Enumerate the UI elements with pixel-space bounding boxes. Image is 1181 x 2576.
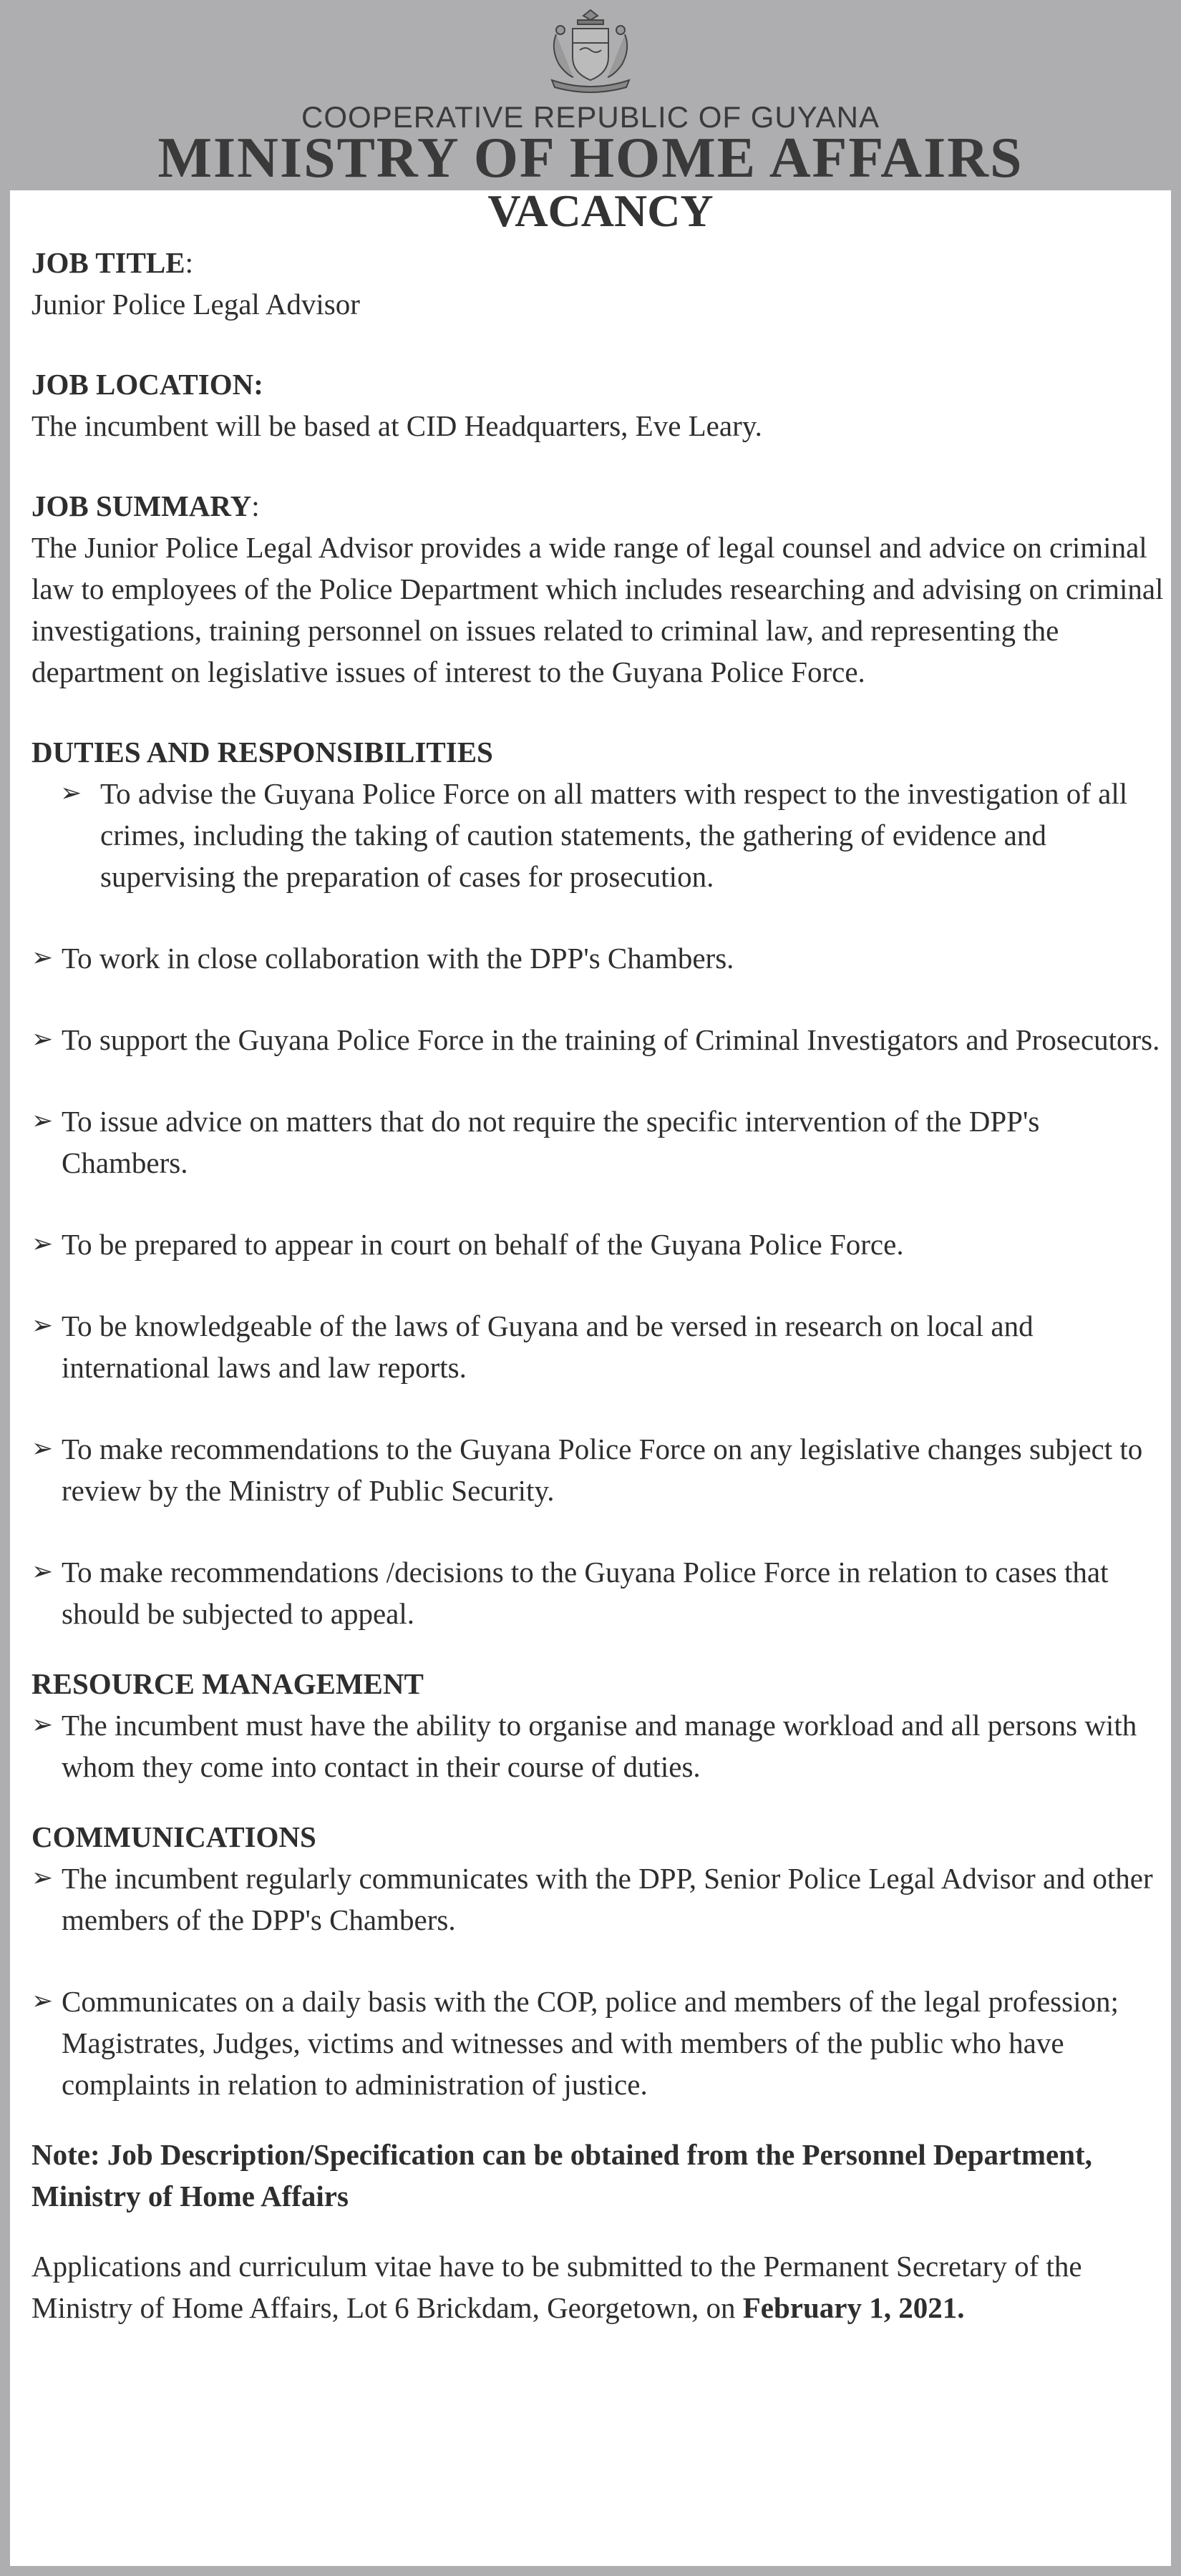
arrow-bullet-icon: ➢ xyxy=(31,1863,54,1893)
vacancy-title: VACANCY xyxy=(487,185,714,236)
job-title-heading: JOB TITLE: xyxy=(31,246,193,279)
arrow-bullet-icon: ➢ xyxy=(31,1229,54,1259)
job-title-value: Junior Police Legal Advisor xyxy=(31,288,360,321)
duty-item: ➢ To advise the Guyana Police Force on all matters with respect to the investigation of all crimes, including the taking of caution statements, the gathering of evidence and supervising the preparation of cases for prosecution. xyxy=(31,773,1170,897)
duty-item: ➢ To be knowledgeable of the laws of Guyana and be versed in research on local and international laws and law reports. xyxy=(31,1305,1170,1388)
communications-item: ➢ Communicates on a daily basis with the COP, police and members of the legal profession; Magistrates, Judges, victims and witnesses and with members of the public who have complaints in relation to administration of justice. xyxy=(31,1981,1170,2105)
note-text: Note: Job Description/Specification can be obtained from the Personnel Department, Ministry of Home Affairs xyxy=(31,2138,1092,2212)
coat-of-arms-icon xyxy=(540,6,641,99)
duty-item: ➢ To make recommendations to the Guyana Police Force on any legislative changes subject to review by the Ministry of Public Security. xyxy=(31,1428,1170,1511)
job-location-heading: JOB LOCATION: xyxy=(31,368,263,401)
arrow-bullet-icon: ➢ xyxy=(31,1434,54,1463)
header-banner xyxy=(0,0,1181,190)
arrow-bullet-icon: ➢ xyxy=(31,1710,54,1740)
communications-item: ➢ The incumbent regularly communicates with the DPP, Senior Police Legal Advisor and other members of the DPP's Chambers. xyxy=(31,1858,1170,1941)
ministry-name: MINISTRY OF HOME AFFAIRS xyxy=(157,127,1024,190)
duties-heading: DUTIES AND RESPONSIBILITIES xyxy=(31,736,493,769)
arrow-bullet-icon: ➢ xyxy=(31,1025,54,1054)
deadline-date: February 1, 2021. xyxy=(742,2291,965,2324)
arrow-bullet-icon: ➢ xyxy=(31,1106,54,1136)
content-body xyxy=(31,185,1170,2328)
resource-management-heading: RESOURCE MANAGEMENT xyxy=(31,1667,424,1700)
duty-item: ➢ To support the Guyana Police Force in the training of Criminal Investigators and Prosecutors. xyxy=(31,1019,1170,1060)
republic-name: COOPERATIVE REPUBLIC OF GUYANA xyxy=(301,100,880,134)
applications-text: Applications and curriculum vitae have to be submitted to the Permanent Secretary of the Ministry of Home Affairs, Lot 6 Brickdam, Georgetown, on February 1, 2021. xyxy=(31,2250,1082,2324)
resource-item: ➢ The incumbent must have the ability to organise and manage workload and all persons with whom they come into contact in their course of duties. xyxy=(31,1704,1170,1787)
arrow-bullet-icon: ➢ xyxy=(31,943,54,972)
arrow-bullet-icon: ➢ xyxy=(60,779,82,808)
arrow-bullet-icon: ➢ xyxy=(31,1986,54,2016)
job-summary-value: The Junior Police Legal Advisor provides a wide range of legal counsel and advice on criminal law to employees of the Police Department which includes researching and advising on criminal investigations, training personnel on issues related to criminal law, and representing the department on legislative issues of interest to the Guyana Police Force. xyxy=(31,531,1164,688)
duty-item: ➢ To make recommendations /decisions to the Guyana Police Force in relation to cases that should be subjected to appeal. xyxy=(31,1551,1170,1634)
content-panel xyxy=(10,185,1171,2566)
duty-item: ➢ To issue advice on matters that do not require the specific intervention of the DPP's Chambers. xyxy=(31,1101,1170,1184)
communications-heading: COMMUNICATIONS xyxy=(31,1820,316,1853)
arrow-bullet-icon: ➢ xyxy=(31,1311,54,1340)
job-summary-heading: JOB SUMMARY: xyxy=(31,489,260,522)
job-location-value: The incumbent will be based at CID Headquarters, Eve Leary. xyxy=(31,409,762,442)
duty-item: ➢ To work in close collaboration with the DPP's Chambers. xyxy=(31,937,1170,979)
duty-item: ➢ To be prepared to appear in court on behalf of the Guyana Police Force. xyxy=(31,1224,1170,1265)
arrow-bullet-icon: ➢ xyxy=(31,1557,54,1586)
